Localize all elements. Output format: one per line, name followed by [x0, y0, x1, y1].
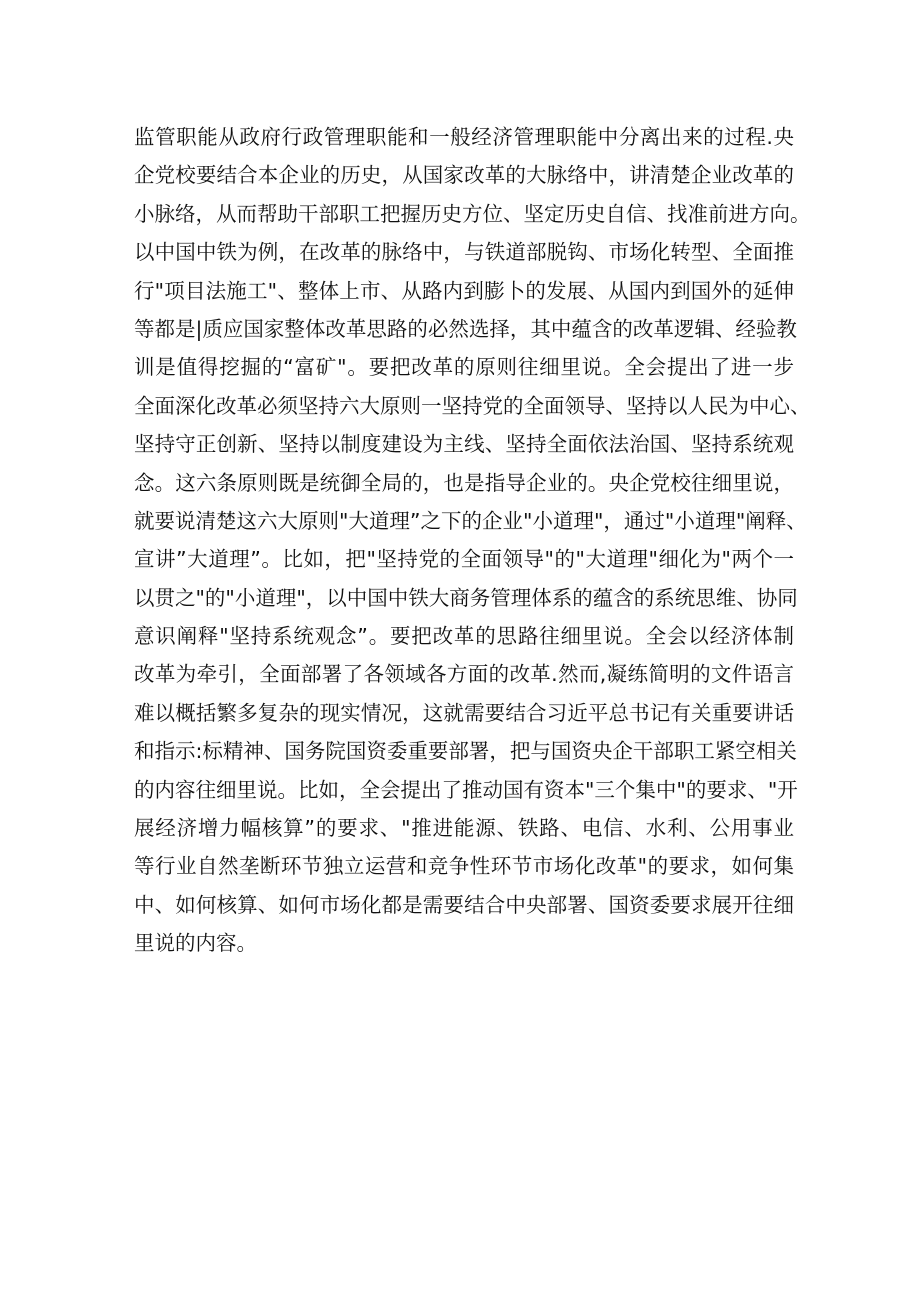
text-line: 念。这六条原则既是统御全局的，也是指导企业的。央企党校往细里说， — [134, 470, 794, 495]
text-line: 的内容往细里说。比如，全会提出了推动国有资本"三个集中"的要求、"开 — [134, 777, 798, 802]
text-line: 中、如何核算、如何市场化都是需要结合中央部署、国资委要求展开往细 — [134, 892, 794, 917]
text-line: 训是值得挖掘的“富矿"。要把改革的原则往细里说。全会提出了进一步 — [134, 355, 794, 380]
text-line: 宣讲”大道理”。比如，把"坚持党的全面领导"的"大道理"细化为"两个一 — [134, 547, 794, 572]
text-line: 和指示:标精神、国务院国资委重要部署，把与国资央企干部职工紧空相关 — [134, 739, 797, 764]
text-line: 监管职能从政府行政管理职能和一般经济管理职能中分离出来的过程.央 — [134, 125, 794, 149]
text-line: 坚持守正创新、坚持以制度建设为主线、坚持全面依法治国、坚持系统观 — [134, 432, 794, 457]
text-line: 展经济增力幅核算”的要求、"推进能源、铁路、电信、水利、公用事业 — [134, 816, 794, 841]
text-line: 全面深化改革必须坚持六大原则一坚持党的全面领导、坚持以人民为中心、 — [134, 393, 811, 418]
text-line: 等行业自然垄断环节独立运营和竞争性环节市场化改革"的要求，如何集 — [134, 854, 794, 879]
text-line: 难以概括繁多复杂的现实情况，这就需要结合习近平总书记有关重要讲话 — [134, 700, 794, 725]
text-line: 里说的内容。 — [134, 931, 257, 956]
text-line: 小脉络，从而帮助干部职工把握历史方位、坚定历史自信、找准前进方向。 — [134, 201, 811, 226]
body-paragraph — [134, 118, 811, 963]
text-line: 企党校要结合本企业的历史，从国家改革的大脉络中，讲清楚企业改革的 — [134, 163, 794, 188]
text-line: 行"项目法施工"、整体上市、从路内到膨卜的发展、从国内到国外的延伸 — [134, 278, 794, 303]
text-line: 以中国中铁为例，在改革的脉络中，与铁道部脱钩、市场化转型、全面推 — [134, 240, 794, 265]
text-line: 意识阐释"坚持系统观念”。要把改革的思路往细里说。全会以经济体制 — [134, 624, 794, 649]
text-line: 就要说清楚这六大原则"大道理”之下的企业"小道理"，通过"小道理"阐释、 — [134, 508, 807, 533]
text-line: 改革为牵引，全面部署了各领域各方面的改革.然而,凝练简明的文件语言 — [134, 662, 794, 687]
text-line: 等都是|质应国家整体改革思路的必然选择，其中蕴含的改革逻辑、经验教 — [134, 316, 797, 341]
text-line: 以贯之"的"小道理"，以中国中铁大商务管理体系的蕴含的系统思维、协同 — [134, 585, 798, 610]
